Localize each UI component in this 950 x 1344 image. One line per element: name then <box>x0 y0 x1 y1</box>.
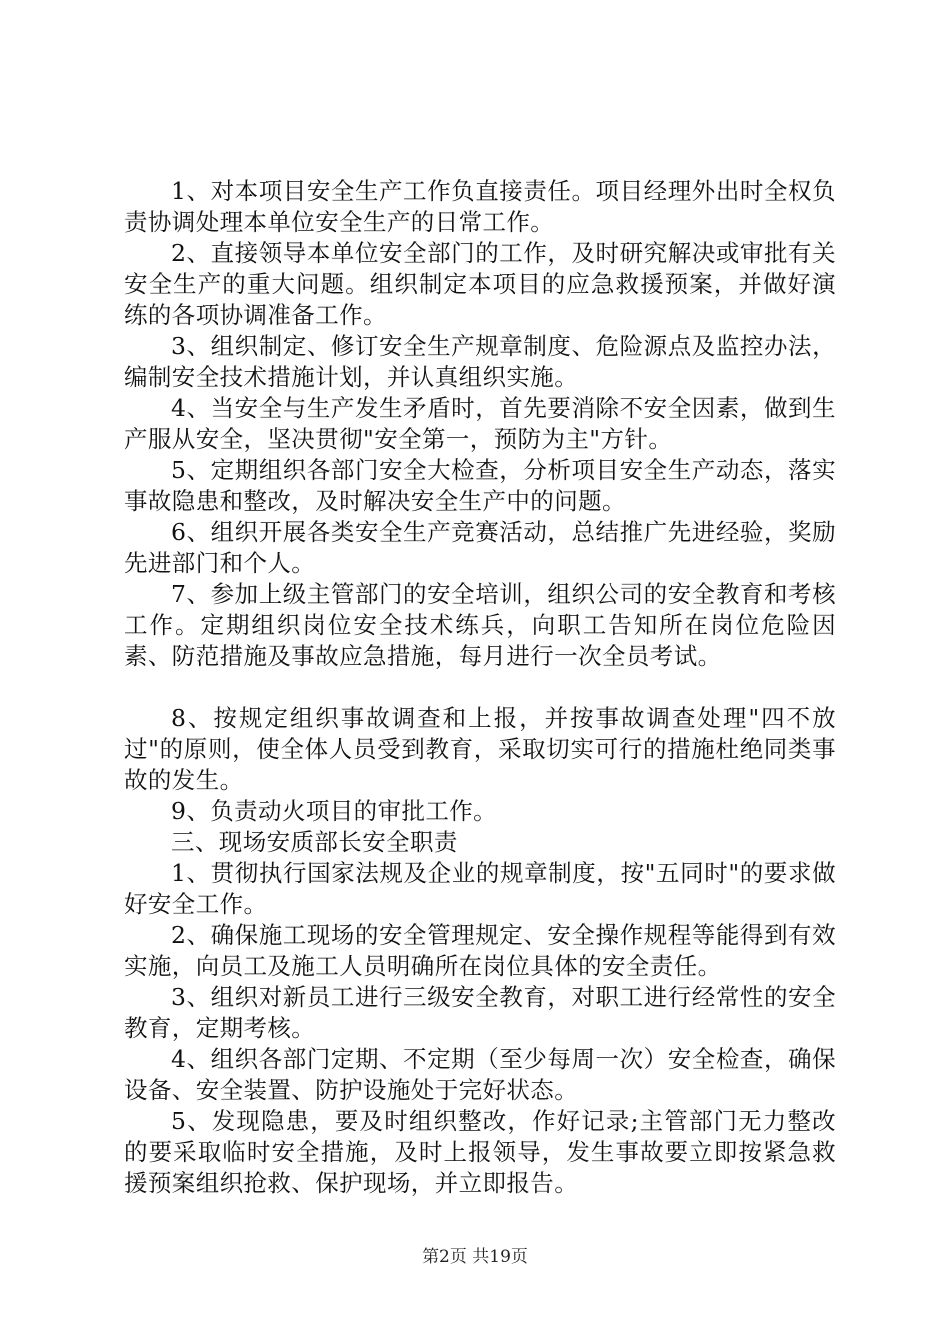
paragraph-item-9: 9、负责动火项目的审批工作。 <box>171 797 498 825</box>
paragraph-item-2: 2、直接领导本单位安全部门的工作，及时研究解决或审批有关安全生产的重大问题。组织制定本项目的应急救援预案，并做好演练的各项协调准备工作。 <box>124 239 836 329</box>
paragraph-item-11: 2、确保施工现场的安全管理规定、安全操作规程等能得到有效实施，向员工及施工人员明确所在岗位具体的安全责任。 <box>124 921 836 980</box>
paragraph-item-1: 1、对本项目安全生产工作负直接责任。项目经理外出时全权负责协调处理本单位安全生产的日常工作。 <box>124 177 836 236</box>
paragraph-item-7: 7、参加上级主管部门的安全培训，组织公司的安全教育和考核工作。定期组织岗位安全技术练兵，向职工告知所在岗位危险因素、防范措施及事故应急措施，每月进行一次全员考试。 <box>124 580 836 670</box>
paragraph-item-5: 5、定期组织各部门安全大检查，分析项目安全生产动态，落实事故隐患和整改，及时解决安全生产中的问题。 <box>124 456 836 515</box>
paragraph-item-3: 3、组织制定、修订安全生产规章制度、危险源点及监控办法，编制安全技术措施计划，并认真组织实施。 <box>124 332 836 391</box>
paragraph-item-10: 1、贯彻执行国家法规及企业的规章制度，按"五同时"的要求做好安全工作。 <box>124 859 836 918</box>
paragraph-item-8: 8、按规定组织事故调查和上报，并按事故调查处理"四不放过"的原则，使全体人员受到教育，采取切实可行的措施杜绝同类事故的发生。 <box>124 704 836 794</box>
paragraph-item-12: 3、组织对新员工进行三级安全教育，对职工进行经常性的安全教育，定期考核。 <box>124 983 836 1042</box>
paragraph-item-4: 4、当安全与生产发生矛盾时，首先要消除不安全因素，做到生产服从安全，坚决贯彻"安全第一，预防为主"方针。 <box>124 394 836 453</box>
document-body <box>124 176 836 1199</box>
paragraph-item-14: 5、发现隐患，要及时组织整改，作好记录;主管部门无力整改的要采取临时安全措施，及时上报领导，发生事故要立即按紧急救援预案组织抢救、保护现场，并立即报告。 <box>124 1107 836 1197</box>
paragraph-item-13: 4、组织各部门定期、不定期（至少每周一次）安全检查，确保设备、安全装置、防护设施处于完好状态。 <box>124 1045 836 1104</box>
paragraph-item-6: 6、组织开展各类安全生产竞赛活动，总结推广先进经验，奖励先进部门和个人。 <box>124 518 836 577</box>
section-heading: 三、现场安质部长安全职责 <box>171 828 458 856</box>
page-number-footer: 第2页 共19页 <box>422 1247 528 1267</box>
